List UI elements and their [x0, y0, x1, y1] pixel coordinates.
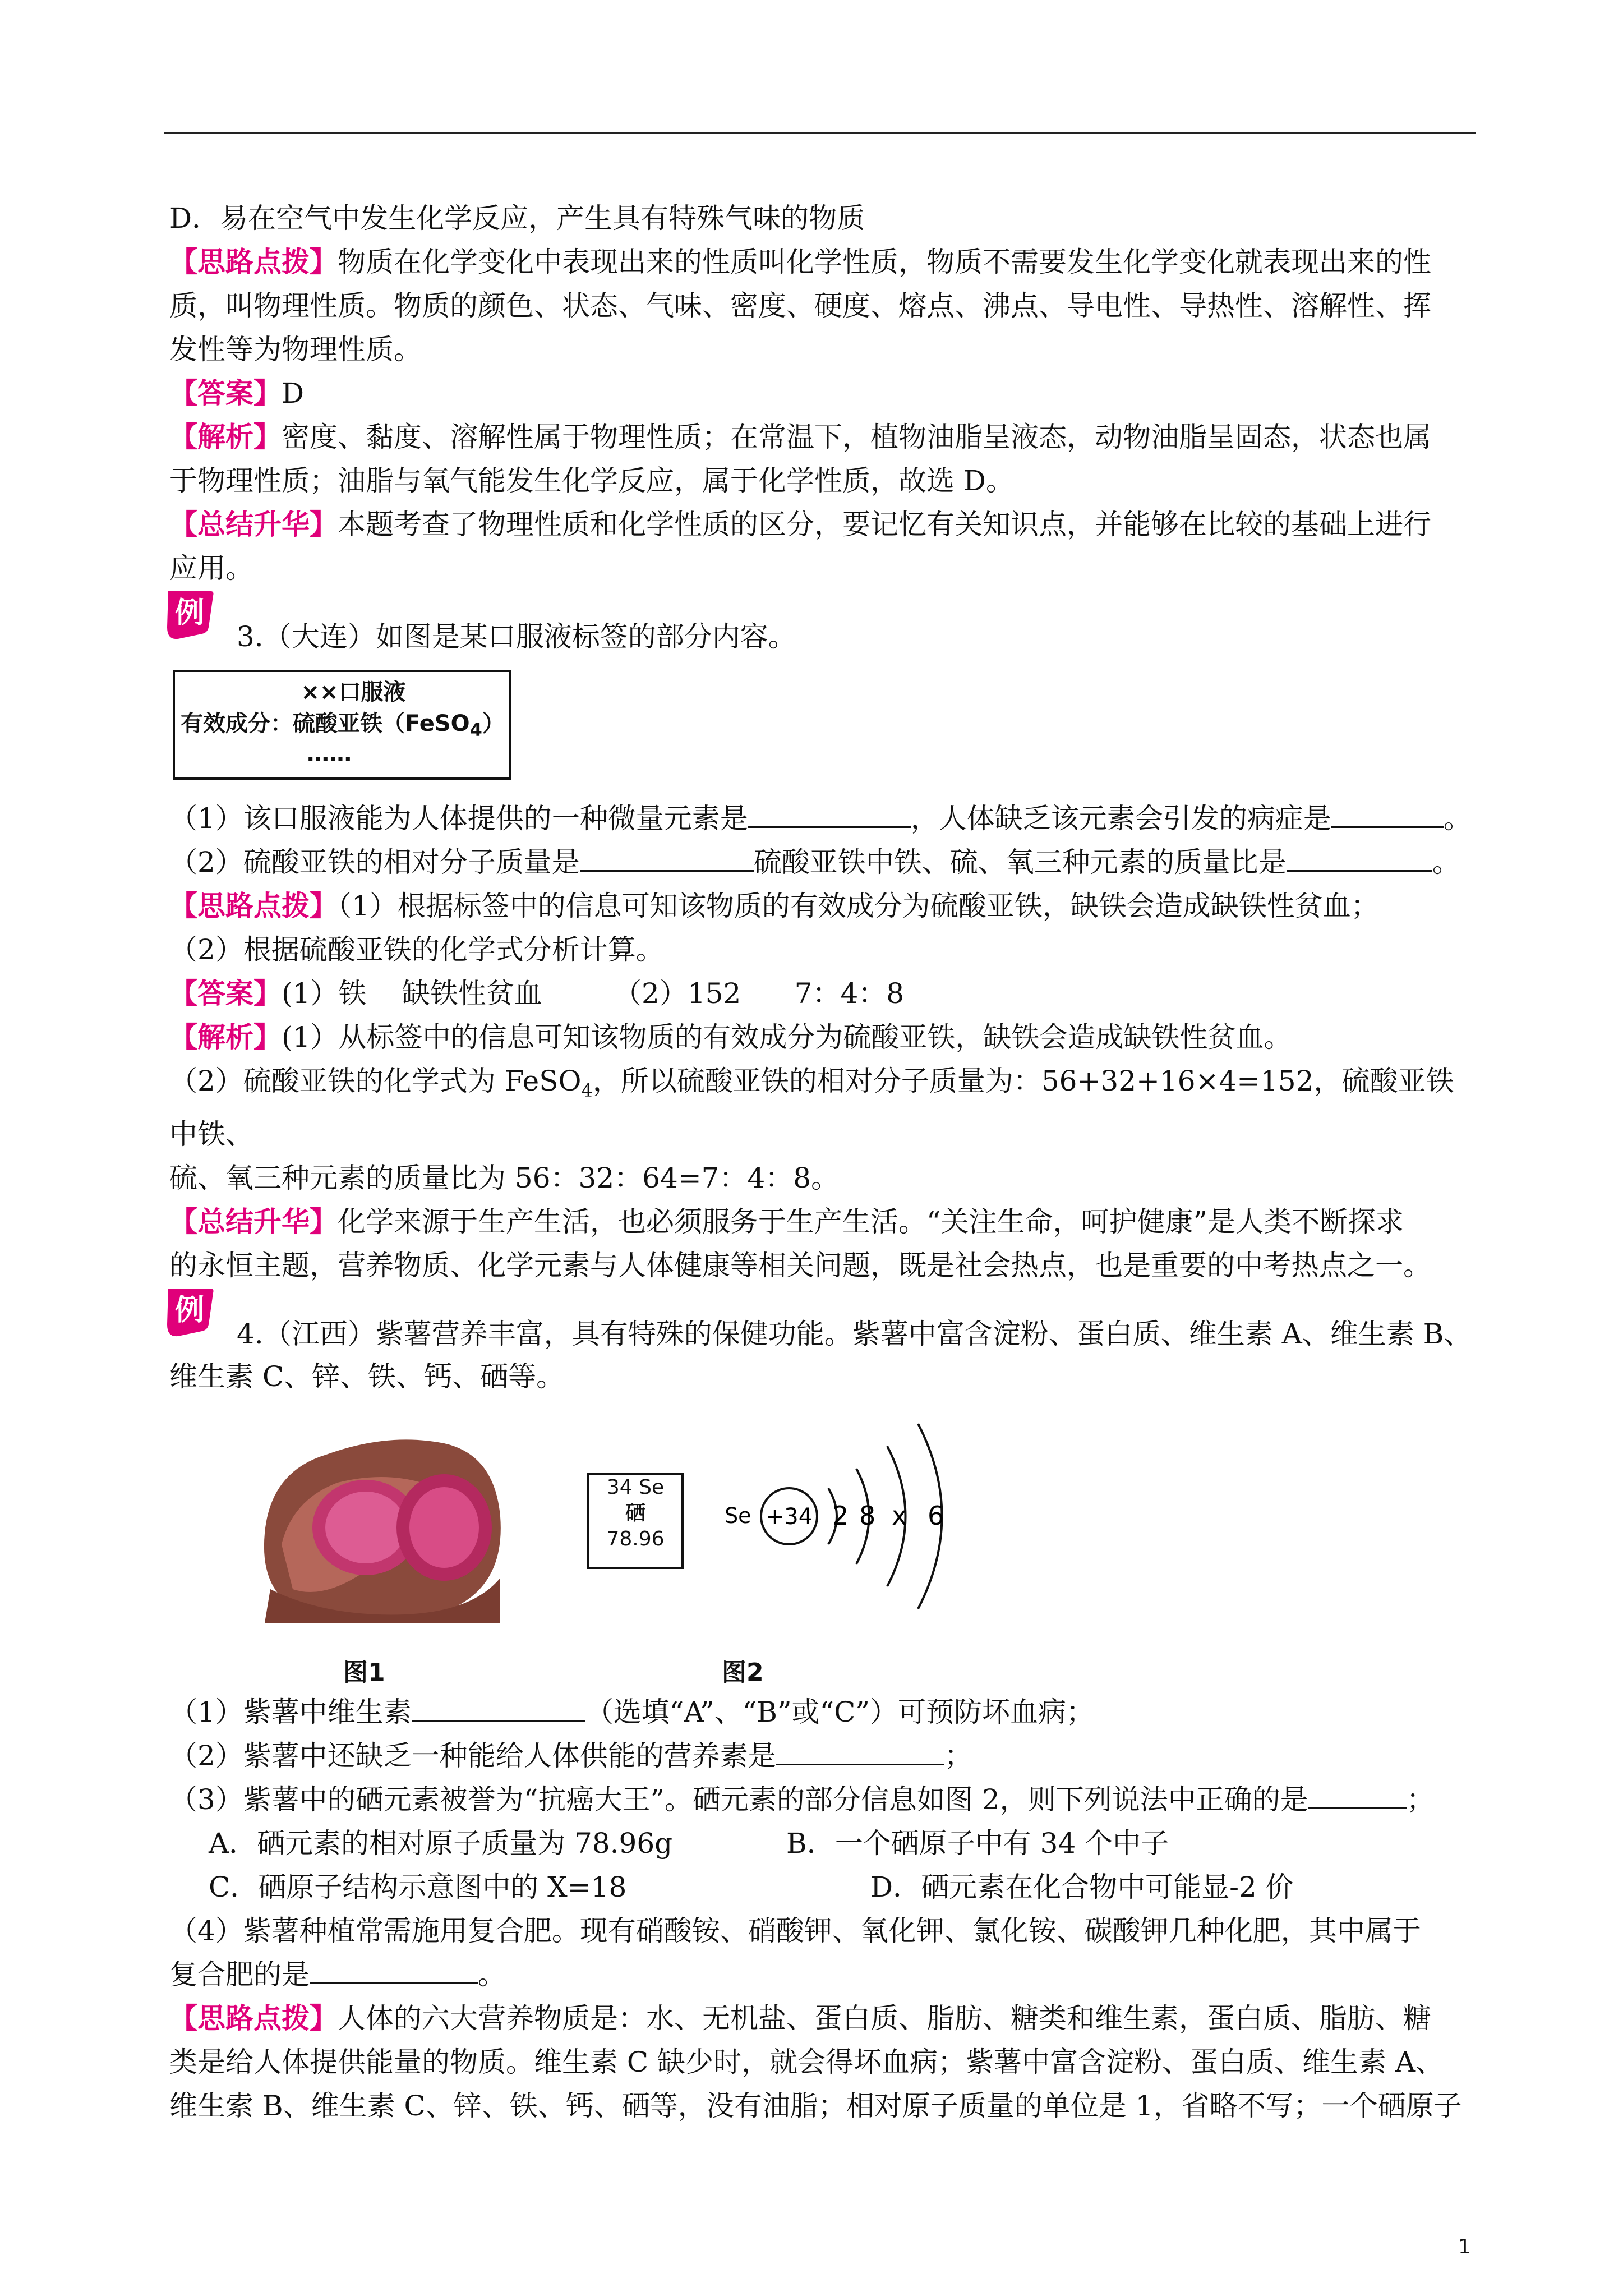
element-cell [587, 1473, 684, 1569]
label-line1: ××口服液 [301, 679, 406, 705]
jiexi-q2-line2: 于物理性质；油脂与氧气能发生化学反应，属于化学性质，故选 D。 [169, 464, 1014, 497]
answer-tag: 【答案】 [169, 377, 282, 409]
answer-blank[interactable] [1308, 1785, 1407, 1809]
answer-blank[interactable] [580, 848, 754, 872]
q4-sub1: （1）紫薯中维生素 （选填“A”、“B”或“C”）可预防坏血病； [169, 1696, 1094, 1728]
q4-stem-line1: 4.（江西）紫薯营养丰富，具有特殊的保健功能。紫薯中富含淀粉、蛋白质、维生素 A、维生素 B、 [237, 1318, 1472, 1350]
example-4-header [169, 1293, 1476, 1355]
answer-blank[interactable] [412, 1697, 585, 1722]
option-d: D．易在空气中发生化学反应，产生具有特殊气味的物质 [169, 202, 865, 234]
answer-blank[interactable] [776, 1741, 944, 1765]
jiexi-q3-line3: 硫、氧三种元素的质量比为 56：32：64=7：4：8。 [169, 1162, 840, 1194]
nucleus-charge: +34 [765, 1504, 813, 1530]
figure2-caption: 图2 [722, 1658, 764, 1687]
shell3-electrons: x [892, 1501, 907, 1531]
example-badge-icon [164, 1285, 215, 1339]
q3-stem: 3.（大连）如图是某口服液标签的部分内容。 [237, 620, 796, 653]
element-name: 硒 [625, 1502, 645, 1525]
figure1-caption: 图1 [343, 1658, 385, 1687]
svg-text:例: 例 [174, 596, 205, 630]
shell4-electrons: 6 [928, 1501, 944, 1531]
answer-q2: 【答案】D [169, 377, 305, 409]
silu-tag: 【思路点拨】 [169, 246, 338, 278]
silu-q2-line2: 质，叫物理性质。物质的颜色、状态、气味、密度、硬度、熔点、沸点、导电性、导热性、溶解性、挥 [169, 289, 1431, 322]
zongjie-q3: 【总结升华】化学来源于生产生活，也必须服务于生产生活。“关注生命，呵护健康”是人类不断探求 [169, 1205, 1404, 1238]
answer-blank[interactable] [310, 1960, 478, 1984]
figures [169, 1410, 1476, 1690]
example-badge-icon [164, 588, 215, 642]
q4-sub4-line1: （4）紫薯种植常需施用复合肥。现有硝酸铵、硝酸钾、氧化钾、氯化铵、碳酸钾几种化肥，其中属于 [169, 1915, 1421, 1947]
silu-q3-line2: （2）根据硫酸亚铁的化学式分析计算。 [169, 933, 664, 966]
jiexi-q3: 【解析】(1）从标签中的信息可知该物质的有效成分为硫酸亚铁，缺铁会造成缺铁性贫血。 [169, 1021, 1292, 1053]
atom-structure-diagram [708, 1410, 977, 1645]
atom-symbol: Se [725, 1503, 751, 1528]
option-a: A．硒元素的相对原子质量为 78.96g [209, 1827, 673, 1860]
option-d-q4: D．硒元素在化合物中可能显-2 价 [870, 1871, 1294, 1903]
shell1-electrons: 2 [832, 1501, 849, 1531]
answer-blank[interactable] [748, 804, 911, 828]
sweet-potato-photo [259, 1421, 506, 1623]
answer-blank[interactable] [1287, 848, 1432, 872]
label-line3: …… [307, 741, 352, 767]
answer-q3: 【答案】(1）铁 缺铁性贫血 （2）152 7：4：8 [169, 977, 905, 1010]
answer-blank[interactable] [1331, 804, 1444, 828]
silu-q2: 【思路点拨】物质在化学变化中表现出来的性质叫化学性质，物质不需要发生化学变化就表现出来的性 [169, 246, 1431, 278]
q4-sub2: （2）紫薯中还缺乏一种能给人体供能的营养素是 ； [169, 1740, 972, 1772]
silu-q4: 【思路点拨】人体的六大营养物质是：水、无机盐、蛋白质、脂肪、糖类和维生素，蛋白质、脂肪、糖 [169, 2002, 1431, 2035]
header-rule [164, 132, 1476, 134]
q3-sub2: （2）硫酸亚铁的相对分子质量是 硫酸亚铁中铁、硫、氧三种元素的质量比是 。 [169, 846, 1460, 878]
silu-q3: 【思路点拨】（1）根据标签中的信息可知该物质的有效成分为硫酸亚铁，缺铁会造成缺铁性贫血； [169, 890, 1379, 922]
q4-options-ab [169, 1821, 1476, 1865]
zongjie-q3-line2: 的永恒主题，营养物质、化学元素与人体健康等相关问题，既是社会热点，也是重要的中考热点之一。 [169, 1249, 1431, 1282]
q3-sub1: （1）该口服液能为人体提供的一种微量元素是 ，人体缺乏该元素会引发的病症是 。 [169, 802, 1472, 835]
option-b: B．一个硒原子中有 34 个中子 [786, 1827, 1169, 1860]
q4-options-cd [169, 1865, 1476, 1909]
jiexi-q3-line2: （2）硫酸亚铁的化学式为 FeSO$_4$，所以硫酸亚铁的相对分子质量为：56+32+16×4=152，硫酸亚铁中铁、 [169, 1065, 1454, 1151]
q4-sub3: （3）紫薯中的硒元素被誉为“抗癌大王”。硒元素的部分信息如图 2，则下列说法中正确的是 ； [169, 1783, 1435, 1816]
atomic-mass: 78.96 [606, 1527, 665, 1550]
document-body [169, 196, 1476, 2128]
jiexi-q2: 【解析】密度、黏度、溶解性属于物理性质；在常温下，植物油脂呈液态，动物油脂呈固态，状态也属 [169, 421, 1431, 453]
zongjie-tag: 【总结升华】 [169, 508, 338, 541]
silu-q2-line3: 发性等为物理性质。 [169, 333, 422, 366]
shell2-electrons: 8 [859, 1501, 876, 1531]
svg-text:例: 例 [174, 1294, 205, 1327]
example-3-header [169, 596, 1476, 657]
oral-liquid-label [173, 670, 511, 780]
atomic-number: 34 [606, 1476, 633, 1499]
page-number: 1 [1458, 2235, 1471, 2258]
label-line2: 有效成分：硫酸亚铁（FeSO$_4$） [181, 711, 505, 740]
silu-q4-line2: 类是给人体提供能量的物质。维生素 C 缺少时，就会得坏血病；紫薯中富含淀粉、蛋白质、维生素 A、 [169, 2046, 1444, 2078]
zongjie-q2: 【总结升华】本题考查了物理性质和化学性质的区分，要记忆有关知识点，并能够在比较的基础上进行 [169, 508, 1431, 541]
zongjie-q2-line2: 应用。 [169, 552, 253, 585]
q4-sub4-line2: 复合肥的是 。 [169, 1958, 506, 1991]
element-symbol: Se [639, 1476, 665, 1499]
q4-stem-line2: 维生素 C、锌、铁、钙、硒等。 [169, 1360, 565, 1393]
silu-q4-line3: 维生索 B、维生素 C、锌、铁、钙、硒等，没有油脂；相对原子质量的单位是 1，省略不写；一个硒原子 [169, 2090, 1462, 2122]
jiexi-tag: 【解析】 [169, 421, 282, 453]
option-c: C．硒原子结构示意图中的 X=18 [209, 1871, 627, 1903]
